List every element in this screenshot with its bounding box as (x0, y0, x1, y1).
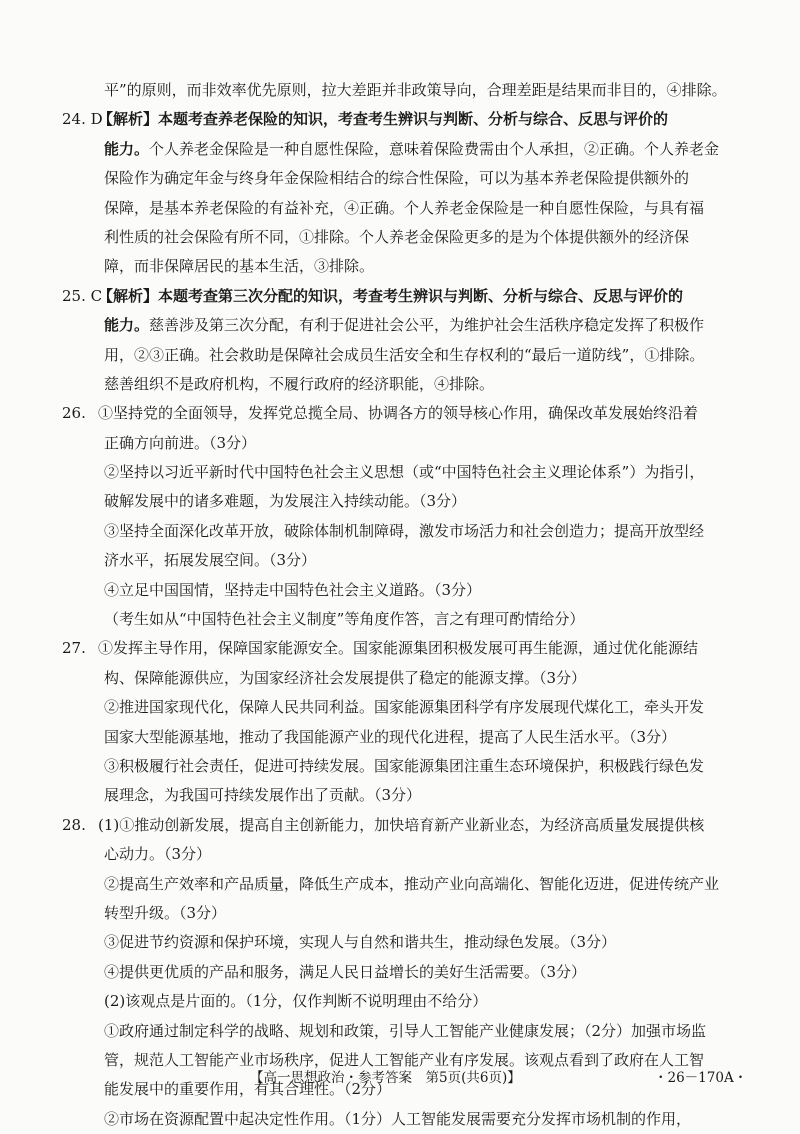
text-line: 转型升级。（3分） (104, 903, 227, 922)
answer-content (62, 76, 742, 1134)
bold-text: 能力。 (104, 139, 150, 158)
text-line: ①政府通过制定科学的战略、规划和政策，引导人工智能产业健康发展；（2分）加强市场监 (104, 1021, 707, 1040)
analysis-heading: 【解析】本题考查第三次分配的知识，考查考生辨识与判断、分析与综合、反思与评价的 (98, 286, 684, 305)
text-line: 保障，是基本养老保险的有益补充，④正确。个人养老金保险是一种自愿性保险，与具有福 (104, 198, 705, 217)
text-line: ②推进国家现代化，保障人民共同利益。国家能源集团科学有序发展现代煤化工，牵头开发 (104, 698, 705, 717)
text-span: ①坚持党的全面领导，发挥党总揽全局、协调各方的领导核心作用，确保改革发展始终沿着 (98, 404, 699, 423)
text-line: ③坚持全面深化改革开放，破除体制机制障碍，激发市场活力和社会创造力；提高开放型经 (104, 521, 705, 540)
text-span: ①发挥主导作用，保障国家能源安全。国家能源集团积极发展可再生能源，通过优化能源结 (98, 639, 699, 658)
text-line: 利性质的社会保险有所不同，①排除。个人养老金保险更多的是为个体提供额外的经济保 (104, 227, 690, 246)
text-span: (1)①推动创新发展，提高自主创新能力，加快培育新产业新业态，为经济高质量发展提供核 (98, 815, 705, 834)
text-line (62, 311, 742, 340)
q24-header (62, 105, 742, 134)
text-line: ④提供更优质的产品和服务，满足人民日益增长的美好生活需要。（3分） (104, 962, 587, 981)
text-line: ④立足中国国情，坚持走中国特色社会主义道路。（3分） (104, 580, 482, 599)
text-line: 济水平，拓展发展空间。（3分） (104, 551, 317, 570)
question-number: 28. (62, 815, 86, 834)
question-number: 27. (62, 639, 86, 658)
footer-code: ・26－170A・ (654, 1070, 748, 1086)
text-line: 用，②③正确。社会救助是保障社会成员生活安全和生存权利的“最后一道防线”，①排除。 (104, 345, 705, 364)
analysis-heading: 【解析】本题考查养老保险的知识，考查考生辨识与判断、分析与综合、反思与评价的 (98, 110, 669, 129)
footer-title: 【高一思想政治・参考答案 第5页(共6页)】 (250, 1070, 521, 1086)
text-line: ②市场在资源配置中起决定性作用。（1分）人工智能发展需要充分发挥市场机制的作用， (104, 1109, 692, 1128)
text-line: ③积极履行社会责任，促进可持续发展。国家能源集团注重生态环境保护，积极践行绿色发 (104, 756, 705, 775)
q28-header (62, 811, 742, 840)
text-line (62, 135, 742, 164)
text-line: 正确方向前进。（3分） (104, 433, 257, 452)
question-number: 24. D (62, 110, 103, 129)
text-line: （考生如从“中国特色社会主义制度”等角度作答，言之有理可酌情给分） (104, 610, 585, 629)
text-line: 障，而非保障居民的基本生活，③排除。 (104, 257, 375, 276)
question-number: 26. (62, 404, 86, 423)
q26-header (62, 399, 742, 428)
text-line: ②坚持以习近平新时代中国特色社会主义思想（或“中国特色社会主义理论体系”）为指引， (104, 463, 705, 482)
text-span: 个人养老金保险是一种自愿性保险，意味着保险费需由个人承担，②正确。个人养老金 (149, 139, 720, 158)
text-line: 保险作为确定年金与终身年金保险相结合的综合性保险，可以为基本养老保险提供额外的 (104, 169, 690, 188)
text-line: (2)该观点是片面的。（1分，仅作判断不说明理由不给分） (104, 992, 488, 1011)
text-line: 展理念，为我国可持续发展作出了贡献。（3分） (104, 786, 422, 805)
text-line: 管，规范人工智能产业市场秩序，促进人工智能产业有序发展。该观点看到了政府在人工智 (104, 1050, 705, 1069)
text-line: 构、保障能源供应，为国家经济社会发展提供了稳定的能源支撑。（3分） (104, 668, 587, 687)
q27-header (62, 634, 742, 663)
text-line: 平”的原则，而非效率优先原则，拉大差距并非政策导向，合理差距是结果而非目的，④排除。 (104, 81, 727, 99)
text-line: 心动力。（3分） (104, 845, 212, 864)
text-line: 能发展中的重要作用，有其合理性。（2分） (104, 1080, 392, 1099)
q25-header (62, 282, 742, 311)
text-line: ③促进节约资源和保护环境，实现人与自然和谐共生，推动绿色发展。（3分） (104, 933, 617, 952)
text-line: 慈善组织不是政府机构，不履行政府的经济职能，④排除。 (104, 374, 495, 393)
text-line: 国家大型能源基地，推动了我国能源产业的现代化进程，提高了人民生活水平。（3分） (104, 727, 677, 746)
bold-text: 能力。 (104, 316, 150, 335)
page-footer (0, 1066, 800, 1090)
question-number: 25. C (62, 286, 103, 305)
text-line: ②提高生产效率和产品质量，降低生产成本，推动产业向高端化、智能化迈进，促进传统产业 (104, 874, 720, 893)
text-line: 破解发展中的诸多难题，为发展注入持续动能。（3分） (104, 492, 467, 511)
text-span: 慈善涉及第三次分配，有利于促进社会公平，为维护社会生活秩序稳定发挥了积极作 (149, 316, 705, 335)
